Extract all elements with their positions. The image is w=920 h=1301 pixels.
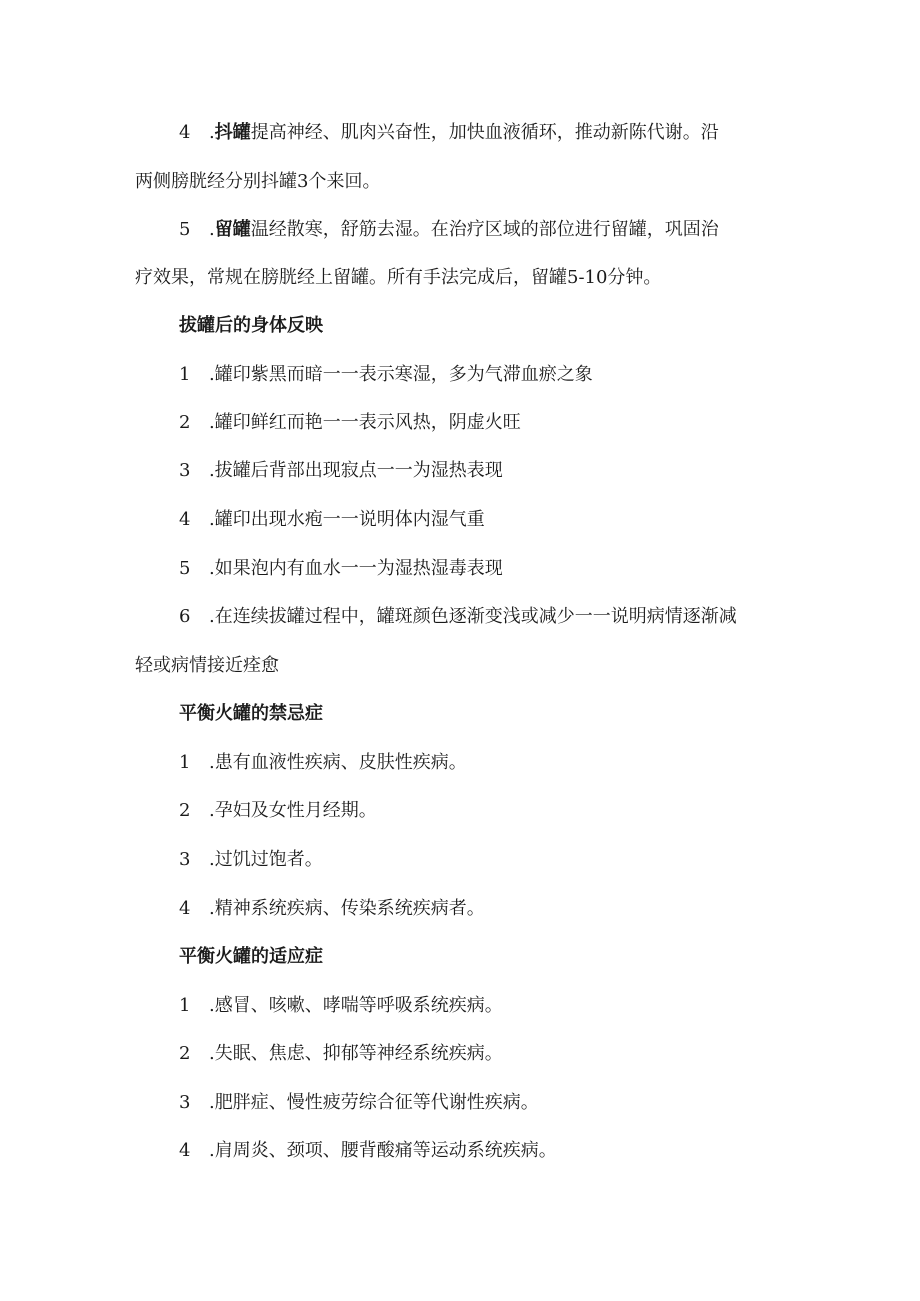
list-item: 4 .精神系统疾病、传染系统疾病者。 [179,898,485,919]
list-number: 2 [179,1043,191,1064]
list-number: 1 [179,752,191,773]
list-item: 1 .感冒、咳嗽、哮喘等呼吸系统疾病。 [179,995,503,1016]
list-number: 3 [179,849,191,870]
list-item-text: 患有血液性疾病、皮肤性疾病。 [214,752,467,773]
list-item: 3 .肥胖症、慢性疲劳综合征等代谢性疾病。 [179,1092,539,1113]
method-line: 5 .留罐温经散寒，舒筋去湿。在治疗区域的部位进行留罐，巩固治 [179,219,719,240]
list-item: 2 .孕妇及女性月经期。 [179,800,377,821]
list-number: 6 [179,606,191,627]
list-item-continued: 轻或病情接近痊愈 [135,655,279,676]
list-item: 5 .如果泡内有血水一一为湿热湿毒表现 [179,558,503,579]
list-item: 3 .拔罐后背部出现寂点一一为湿热表现 [179,460,503,481]
list-number: 4 [179,898,191,919]
list-number: 1 [179,364,191,385]
list-item-text: 肩周炎、颈项、腰背酸痛等运动系统疾病。 [214,1140,557,1161]
list-number: 5 [179,219,191,240]
list-number: 5 [179,558,191,579]
list-item-text: 罐印紫黑而暗一一表示寒湿，多为气滞血瘀之象 [214,364,593,385]
list-item: 2 .罐印鲜红而艳一一表示风热，阴虚火旺 [179,412,521,433]
list-number: 2 [179,800,191,821]
list-item-text: 在连续拔罐过程中，罐斑颜色逐渐变浅或减少一一说明病情逐渐减 [214,606,737,627]
list-number: 3 [179,460,191,481]
list-item-text: 如果泡内有血水一一为湿热湿毒表现 [214,558,503,579]
method-term: 留罐 [214,219,251,240]
list-item-text: 拔罐后背部出现寂点一一为湿热表现 [214,460,503,481]
method-line-continued: 两侧膀胱经分别抖罐3个来回。 [135,171,381,192]
list-item-text: 感冒、咳嗽、哮喘等呼吸系统疾病。 [214,995,503,1016]
list-item: 3 .过饥过饱者。 [179,849,323,870]
list-item: 4 .罐印出现水疱一一说明体内湿气重 [179,509,485,530]
list-number: 4 [179,1140,191,1161]
list-number: 4 [179,122,191,143]
list-number: 1 [179,995,191,1016]
list-item-text: 过饥过饱者。 [214,849,323,870]
list-number: 4 [179,509,191,530]
list-item-text: 罐印鲜红而艳一一表示风热，阴虚火旺 [214,412,521,433]
method-description: 温经散寒，舒筋去湿。在治疗区域的部位进行留罐，巩固治 [250,219,719,240]
list-item: 6 .在连续拔罐过程中，罐斑颜色逐渐变浅或减少一一说明病情逐渐减 [179,606,737,627]
method-description: 提高神经、肌肉兴奋性，加快血液循环，推动新陈代谢。沿 [250,122,719,143]
method-line: 4 .抖罐提高神经、肌肉兴奋性，加快血液循环，推动新陈代谢。沿 [179,122,719,143]
list-item-text: 罐印出现水疱一一说明体内湿气重 [214,509,485,530]
list-item-text: 失眠、焦虑、抑郁等神经系统疾病。 [214,1043,503,1064]
list-item: 1 .患有血液性疾病、皮肤性疾病。 [179,752,467,773]
list-item-text: 肥胖症、慢性疲劳综合征等代谢性疾病。 [214,1092,539,1113]
method-term: 抖罐 [214,122,251,143]
method-line-continued: 疗效果，常规在膀胱经上留罐。所有手法完成后，留罐5-10分钟。 [135,267,662,288]
list-item-text: 精神系统疾病、传染系统疾病者。 [214,898,485,919]
list-number: 3 [179,1092,191,1113]
section-heading-reactions: 拔罐后的身体反映 [179,315,323,336]
list-item: 1 .罐印紫黑而暗一一表示寒湿，多为气滞血瘀之象 [179,364,593,385]
list-item: 4 .肩周炎、颈项、腰背酸痛等运动系统疾病。 [179,1140,557,1161]
list-number: 2 [179,412,191,433]
list-item: 2 .失眠、焦虑、抑郁等神经系统疾病。 [179,1043,503,1064]
section-heading-indications: 平衡火罐的适应症 [179,946,323,967]
section-heading-contraindications: 平衡火罐的禁忌症 [179,703,323,724]
list-item-text: 孕妇及女性月经期。 [214,800,377,821]
